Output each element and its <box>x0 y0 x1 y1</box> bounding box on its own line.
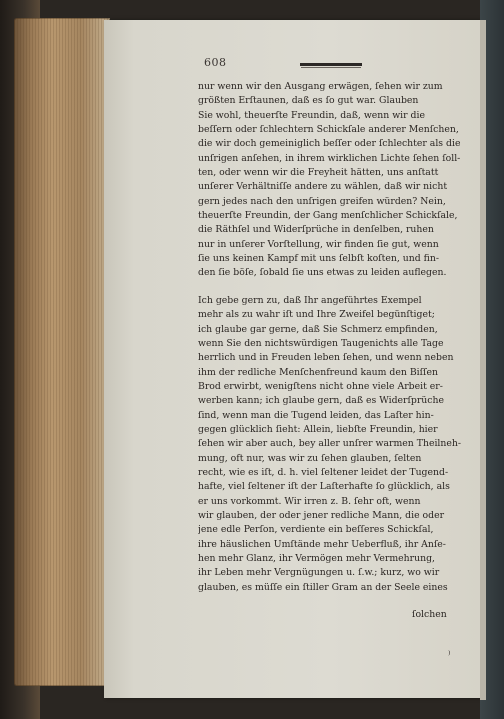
text-line: ſehen wir aber auch, bey aller unſrer warmen Theilneh- <box>198 438 462 450</box>
text-line: wenn Sie den nichtswürdigen Taugenichts alle Tage <box>198 337 444 349</box>
page-edge-texture <box>14 18 110 686</box>
text-line: ſind, wenn man die Tugend leiden, das Laſter hin- <box>198 409 434 421</box>
text-line: werben kann; ich glaube gern, daß es Widerſprüche <box>198 395 444 407</box>
text-line: ihr Leben mehr Vergnügungen u. ſ.w.; kurz, wo wir <box>198 567 440 579</box>
background-right <box>480 0 504 719</box>
text-line: ich glaube gar gerne, daß Sie Schmerz empfinden, <box>198 323 438 335</box>
facing-page-edge <box>480 20 486 700</box>
text-line: ten, oder wenn wir die Freyheit hätten, uns anſtatt <box>198 167 439 179</box>
text-line: herrlich und in Freuden leben ſehen, und wenn neben <box>198 352 454 364</box>
text-line: er uns vorkommt. Wir irren z. B. ſehr oft, wenn <box>198 495 421 507</box>
text-line: die wir doch gemeiniglich beſſer oder ſchlechter als die <box>198 138 461 150</box>
text-line: ihm der redliche Menſchenfreund kaum den Biſſen <box>198 366 438 378</box>
text-line: hafte, viel ſeltener iſt der Laſterhafte ſo glücklich, als <box>198 481 450 493</box>
library-mark: ⁾ <box>448 650 451 661</box>
text-line: hen mehr Glanz, ihr Vermögen mehr Vermehrung, <box>198 553 435 564</box>
paragraph-gap <box>198 281 466 294</box>
text-line: ihre häuslichen Umſtände mehr Ueberfluß, ihr Anſe- <box>198 538 446 550</box>
text-line: gegen glücklich ſieht: Allein, liebſte Freundin, hier <box>198 423 438 435</box>
text-line: nur wenn wir den Ausgang erwägen, ſehen wir zum <box>198 81 443 92</box>
body-text <box>198 80 466 595</box>
text-line: Brod erwirbt, wenigſtens nicht ohne viele Arbeit er- <box>198 380 443 392</box>
text-line: jene edle Perſon, verdiente ein beſſeres Schickſal, <box>198 524 434 536</box>
text-line: mehr als zu wahr iſt und Ihre Zweifel begünſtiget; <box>198 309 435 321</box>
text-line: glauben, es müſſe ein ſtiller Gram an der Seele eines <box>198 581 448 593</box>
text-line: mung, oft nur, was wir zu ſehen glauben, ſelten <box>198 452 422 464</box>
text-line: unſrigen anſehen, in ihrem wirklichen Lichte ſehen ſoll- <box>198 152 461 164</box>
text-line: größten Erſtaunen, daß es ſo gut war. Glauben <box>198 95 419 107</box>
text-line: wir glauben, der oder jener redliche Mann, die oder <box>198 509 445 521</box>
text-line: gern jedes nach den unſrigen greifen würden? Nein, <box>198 195 446 207</box>
text-line: beſſern oder ſchlechtern Schickſale anderer Menſchen, <box>198 124 459 136</box>
page-block-edge <box>14 18 110 686</box>
text-line: nur in unſerer Vorſtellung, wir finden ſie gut, wenn <box>198 238 439 250</box>
text-line: ſie uns keinen Kampf mit uns ſelbſt koſten, und fin- <box>198 253 439 265</box>
text-line: Ich gebe gern zu, daß Ihr angeführtes Exempel <box>198 294 422 306</box>
text-line: den ſie böſe, ſobald ſie uns etwas zu leiden auflegen. <box>198 267 447 279</box>
text-line: Sie wohl, theuerſte Freundin, daß, wenn wir die <box>198 109 425 121</box>
text-line: die Räthſel und Widerſprüche in denſelben, ruhen <box>198 224 434 236</box>
catchword: ſolchen <box>412 609 447 620</box>
header-rule <box>300 63 362 66</box>
page-number: 608 <box>204 56 227 69</box>
text-line: unſerer Verhältniſſe andere zu wählen, daß wir nicht <box>198 181 448 193</box>
text-line: theuerſte Freundin, der Gang menſchlicher Schickſale, <box>198 210 458 222</box>
text-line: recht, wie es iſt, d. h. viel ſeltener leidet der Tugend- <box>198 466 449 478</box>
